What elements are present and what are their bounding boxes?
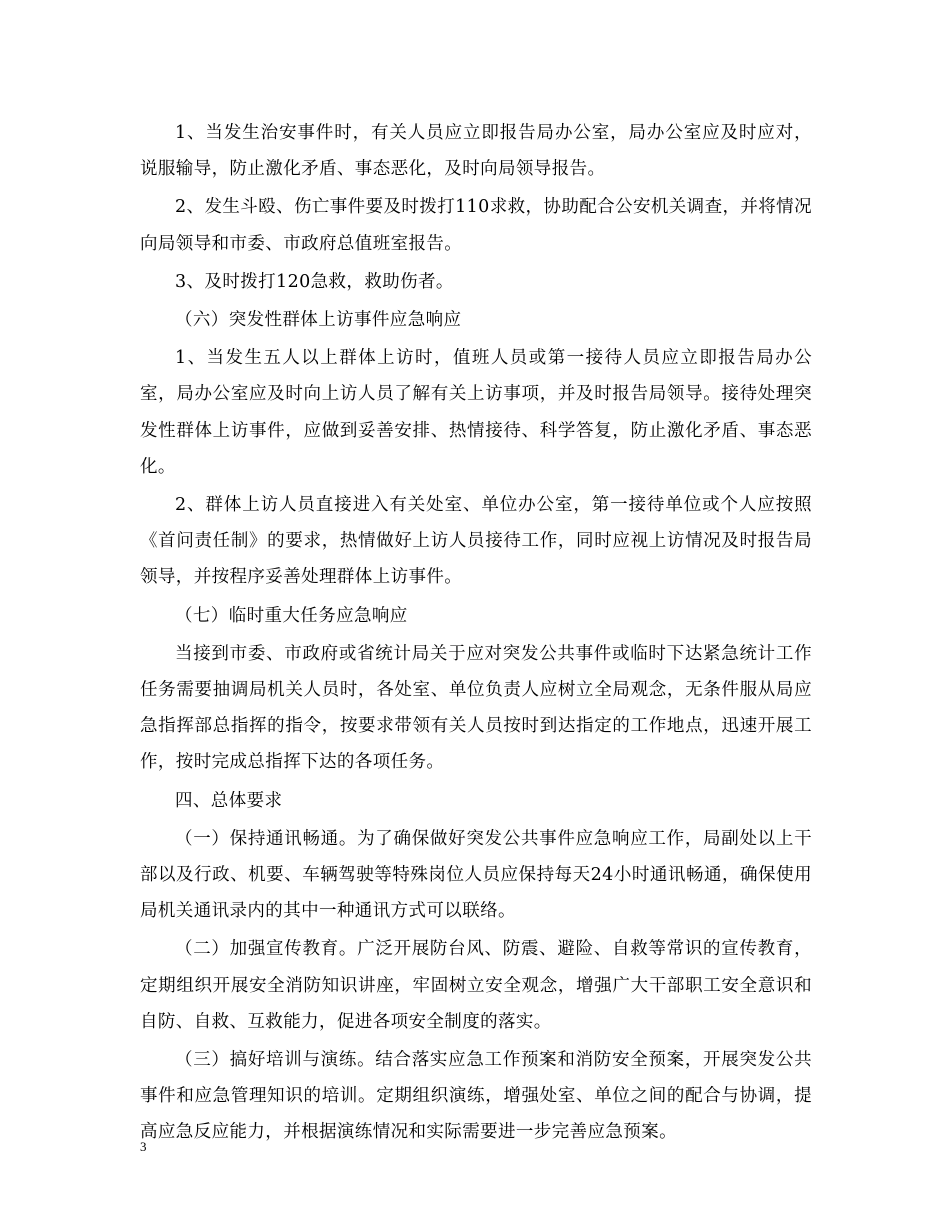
page-number: 3: [140, 1139, 147, 1154]
section-heading: （七）临时重大任务应急响应: [175, 605, 408, 626]
paragraph: 2、群体上访人员直接进入有关处室、单位办公室，第一接待单位或个人应按照《首问责任制》的要求，热情做好上访人员接待工作，同时应视上访情况及时报告局领导，并按程序妥善处理群体上访事件。: [140, 495, 812, 588]
section-heading: （六）突发性群体上访事件应急响应: [175, 310, 462, 331]
document-body: [140, 115, 812, 1153]
paragraph: （二）加强宣传教育。广泛开展防台风、防震、避险、自救等常识的宣传教育，定期组织开展安全消防知识讲座，牢固树立安全观念，增强广大干部职工安全意识和自防、自救、互救能力，促进各项安全制度的落实。: [140, 939, 812, 1032]
paragraph: 3、及时拨打120急救，救助伤者。: [175, 271, 454, 292]
section-heading: 四、总体要求: [175, 790, 283, 811]
paragraph: 2、发生斗殴、伤亡事件要及时拨打110求救，协助配合公安机关调查，并将情况向局领导和市委、市政府总值班室报告。: [140, 197, 812, 254]
paragraph: （一）保持通讯畅通。为了确保做好突发公共事件应急响应工作，局副处以上干部以及行政、机要、车辆驾驶等特殊岗位人员应保持每天24小时通讯畅通，确保使用局机关通讯录内的其中一种通讯方式可以联络。: [140, 828, 812, 922]
paragraph: 1、当发生五人以上群体上访时，值班人员或第一接待人员应立即报告局办公室，局办公室应及时向上访人员了解有关上访事项，并及时报告局领导。接待处理突发性群体上访事件，应做到妥善安排、热情接待、科学答复，防止激化矛盾、事态恶化。: [140, 348, 812, 477]
paragraph: （三）搞好培训与演练。结合落实应急工作预案和消防安全预案，开展突发公共事件和应急管理知识的培训。定期组织演练，增强处室、单位之间的配合与协调，提高应急反应能力，并根据演练情况和实际需要进一步完善应急预案。: [140, 1050, 812, 1143]
paragraph: 当接到市委、市政府或省统计局关于应对突发公共事件或临时下达紧急统计工作任务需要抽调局机关人员时，各处室、单位负责人应树立全局观念，无条件服从局应急指挥部总指挥的指令，按要求带领有关人员按时到达指定的工作地点，迅速开展工作，按时完成总指挥下达的各项任务。: [140, 643, 812, 773]
paragraph: 1、当发生治安事件时，有关人员应立即报告局办公室，局办公室应及时应对，说服输导，防止激化矛盾、事态恶化，及时向局领导报告。: [140, 123, 812, 180]
